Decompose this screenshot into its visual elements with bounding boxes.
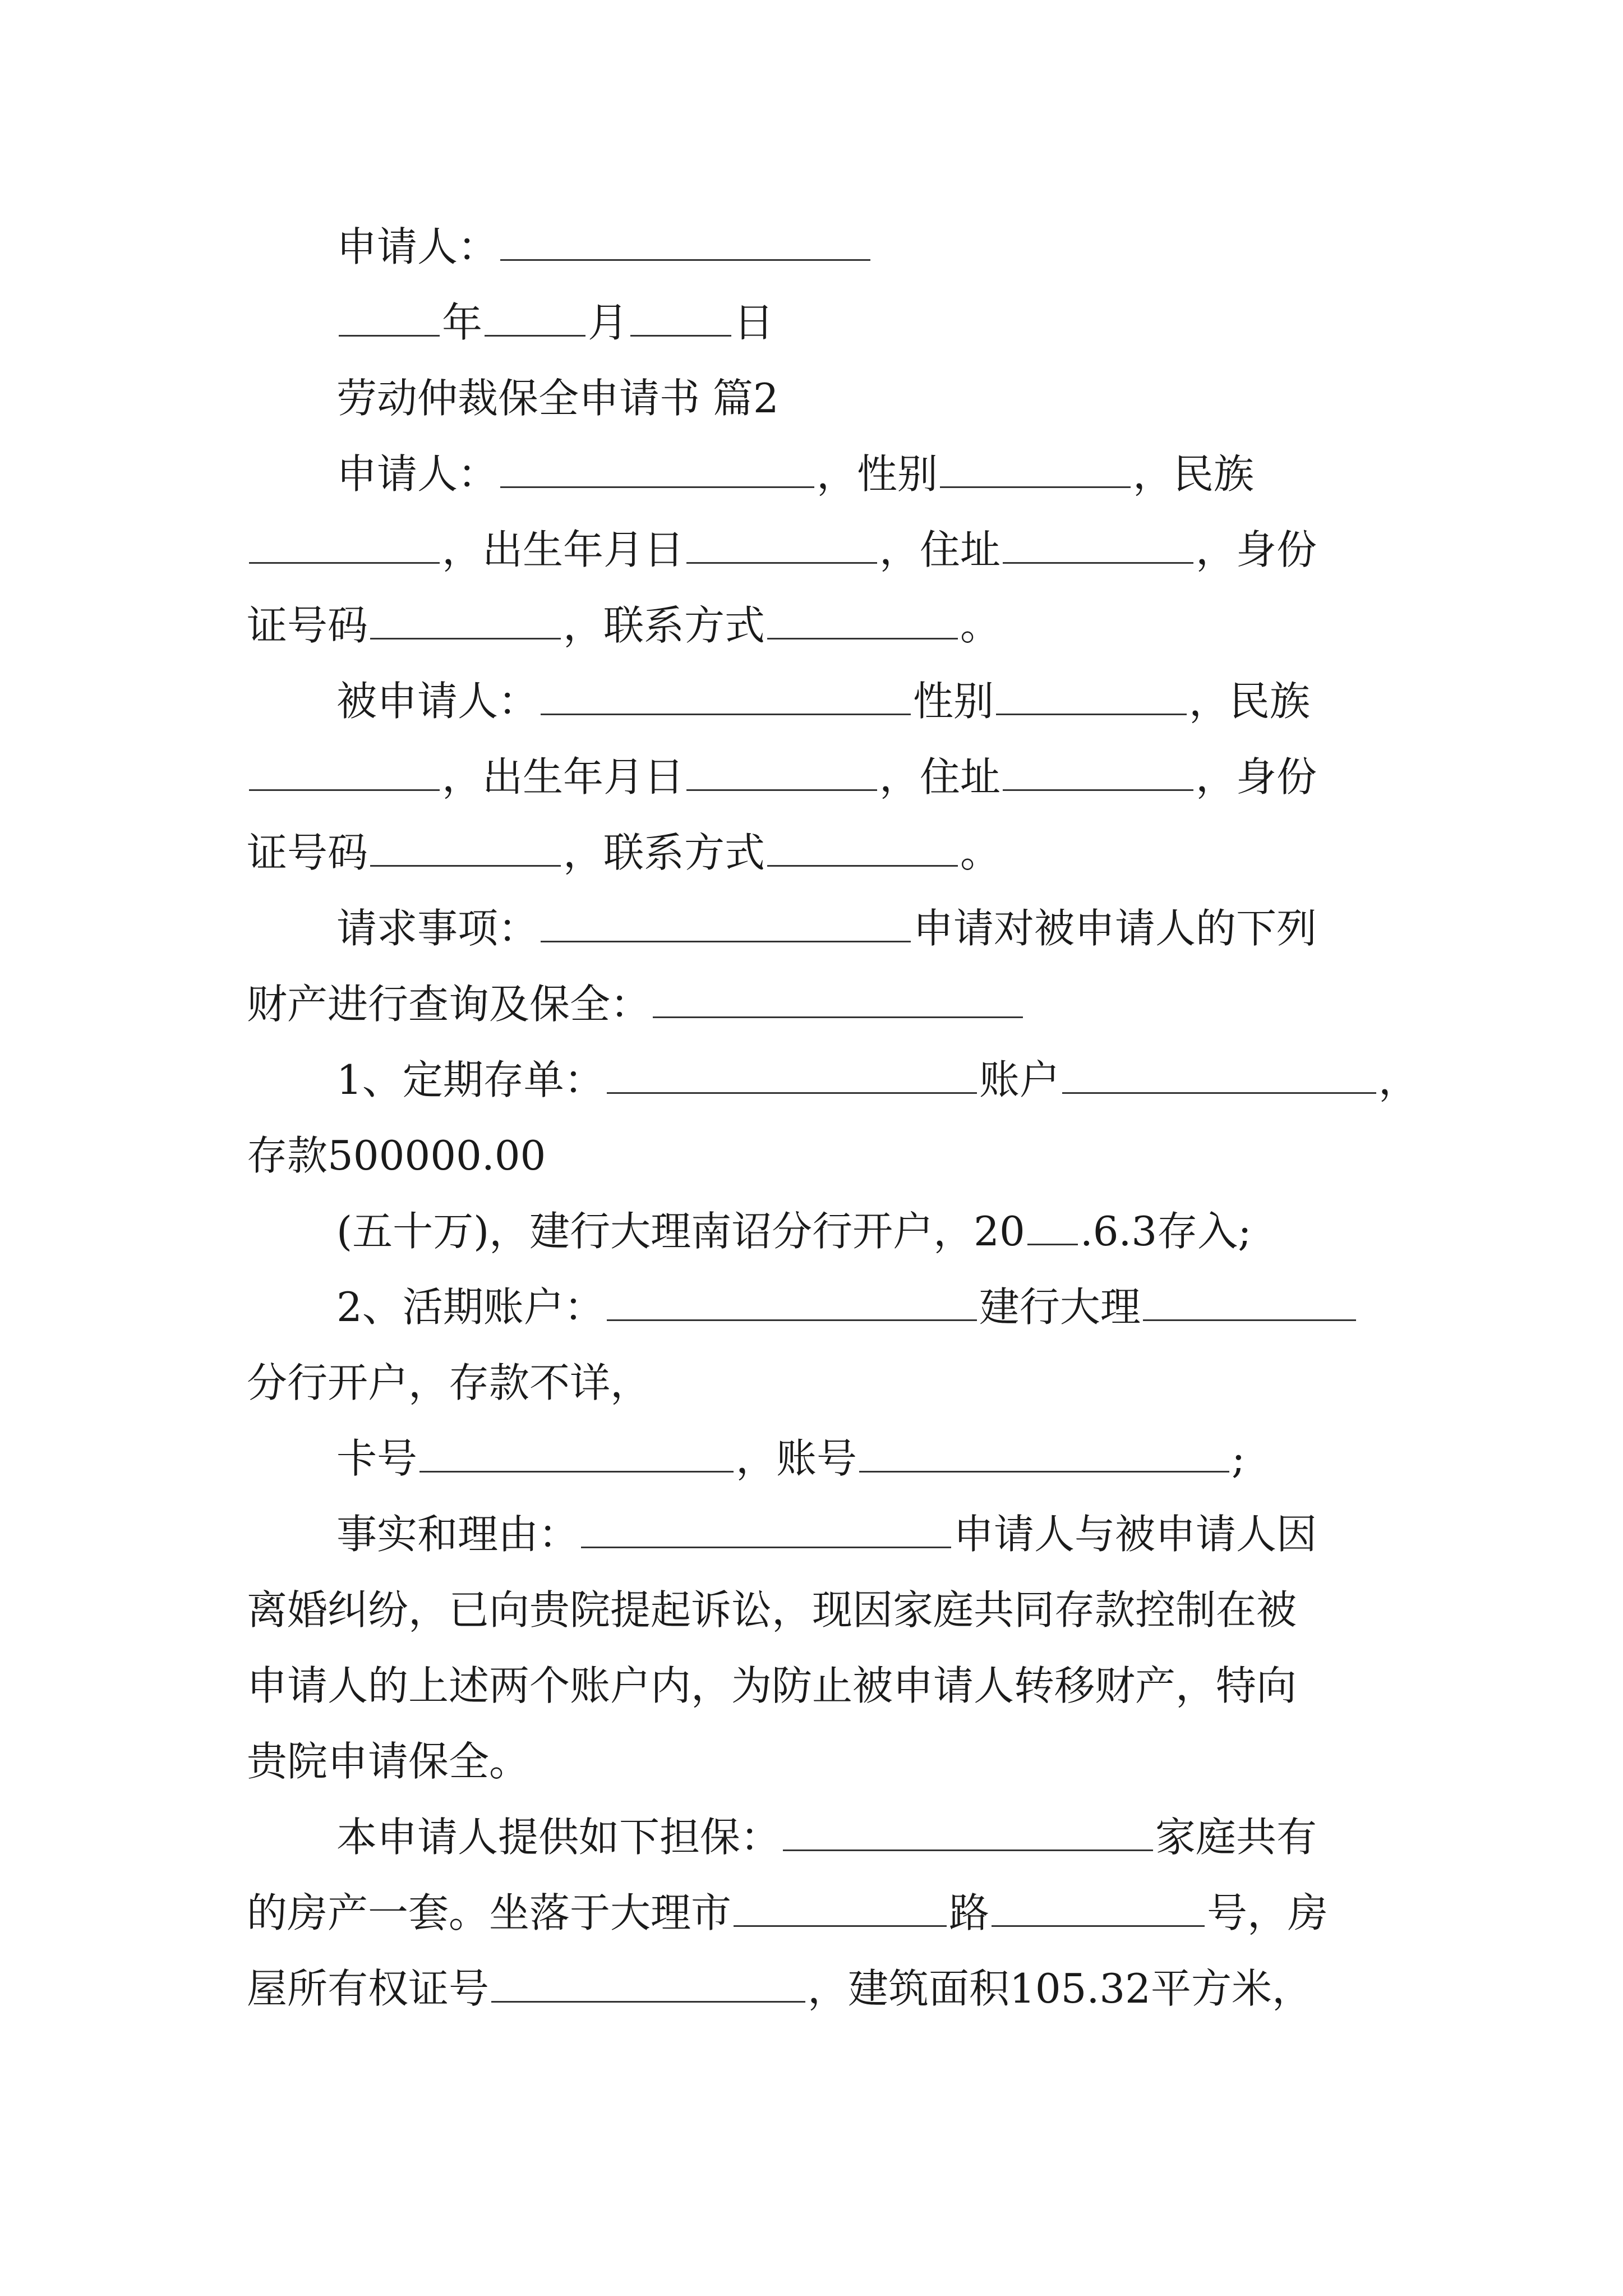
item-1-line-2: 存款500000.00: [247, 1132, 546, 1179]
blank-field: [653, 976, 1023, 1018]
blank-field: [992, 1885, 1205, 1927]
item-1-line-1: 1、定期存单： 账户 ，: [247, 1046, 1391, 1114]
blank-field: [607, 1279, 977, 1321]
respondent-info-line-1: 被申请人： 性别 ，民族: [247, 668, 1391, 735]
facts-line-3: 申请人的上述两个账户内，为防止被申请人转移财产，特向: [247, 1662, 1297, 1709]
blank-field: [1003, 522, 1193, 564]
blank-field: [541, 900, 911, 942]
blank-field: [767, 825, 958, 867]
date-line: 年 月 日: [247, 289, 1391, 356]
blank-field: [249, 522, 440, 564]
blank-field: [940, 446, 1131, 488]
item-2-line-3: 卡号 ，账号 ;: [247, 1425, 1391, 1492]
request-items-line-1: 请求事项： 申请对被申请人的下列: [247, 895, 1391, 962]
applicant-info-line-2: ，出生年月日 ，住址 ，身份: [247, 516, 1391, 583]
blank-field: [783, 1809, 1153, 1851]
blank-field: [1003, 749, 1193, 791]
facts-line-1: 事实和理由： 申请人与被申请人因: [247, 1501, 1391, 1568]
guarantee-line-3: 屋所有权证号 ，建筑面积105.32平方米，: [247, 1955, 1391, 2022]
blank-field: [485, 295, 585, 337]
applicant-signature-line: 申请人：: [247, 213, 1391, 280]
blank-field: [541, 673, 911, 715]
blank-field: [491, 1961, 805, 2003]
guarantee-line-2: 的房产一套。坐落于大理市 路 号，房: [247, 1879, 1391, 1947]
applicant-info-line-1: 申请人： ，性别 ，民族: [247, 440, 1391, 508]
blank-field: [249, 749, 440, 791]
blank-field: [500, 219, 870, 261]
respondent-info-line-3: 证号码 ，联系方式 。: [247, 819, 1391, 886]
item-2-line-1: 2、活期账户： 建行大理: [247, 1273, 1391, 1341]
blank-field: [1062, 1052, 1376, 1094]
blank-field: [581, 1506, 951, 1548]
item-2-line-2: 分行开户，存款不详，: [247, 1359, 651, 1406]
blank-field: [996, 673, 1187, 715]
blank-field: [1027, 1203, 1078, 1245]
blank-field: [734, 1885, 947, 1927]
blank-field: [686, 522, 877, 564]
blank-field: [419, 1430, 734, 1473]
facts-line-4: 贵院申请保全。: [247, 1738, 530, 1785]
blank-field: [767, 597, 958, 639]
blank-field: [686, 749, 877, 791]
blank-field: [370, 597, 561, 639]
facts-line-2: 离婚纠纷，已向贵院提起诉讼，现因家庭共同存款控制在被: [247, 1586, 1297, 1634]
item-1-line-3: (五十万)，建行大理南诏分行开户，20 .6.3存入;: [247, 1198, 1391, 1265]
blank-field: [1143, 1279, 1356, 1321]
respondent-info-line-2: ，出生年月日 ，住址 ，身份: [247, 743, 1391, 811]
guarantee-line-1: 本申请人提供如下担保： 家庭共有: [247, 1803, 1391, 1871]
section-title: 劳动仲裁保全申请书 篇2: [336, 375, 779, 422]
blank-field: [859, 1430, 1229, 1473]
blank-field: [607, 1052, 977, 1094]
applicant-info-line-3: 证号码 ，联系方式 。: [247, 592, 1391, 659]
blank-field: [339, 295, 440, 337]
blank-field: [500, 446, 814, 488]
blank-field: [370, 825, 561, 867]
request-items-line-2: 财产进行查询及保全：: [247, 970, 1391, 1038]
blank-field: [630, 295, 731, 337]
